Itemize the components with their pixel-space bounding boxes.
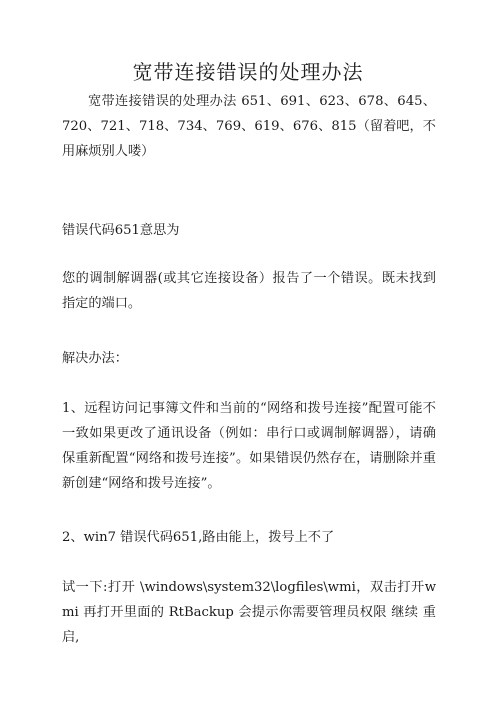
paragraph-solution-1: 1、远程访问记事簿文件和当前的“网络和拨号连接”配置可能不一致如果更改了通讯设备（例如：串行口或调制解调器），请确保重新配置“网络和拨号连接”。如果错误仍然存在，请删除并重新创建“网络和拨号连接”。 (62, 401, 436, 491)
paragraph-solution-2-steps: 试一下:打开 \windows\system32\logfiles\wmi，双击打开wmi 再打开里面的 RtBackup 会提示你需要管理员权限 继续 重启, (62, 580, 436, 645)
paragraph-solution-heading: 解决办法： (62, 351, 128, 366)
paragraph-error-description: 您的调制解调器(或其它连接设备）报告了一个错误。既未找到指定的端口。 (62, 271, 436, 311)
document-title: 宽带连接错误的处理办法 (132, 60, 364, 84)
paragraph-solution-2-heading: 2、win7 错误代码651,路由能上，拨号上不了 (62, 530, 335, 545)
intro-paragraph: 宽带连接错误的处理办法 651、691、623、678、645、720、721、718、734、769、619、676、815（留着吧，不用麻烦别人喽） (62, 94, 436, 159)
paragraph-error-651-heading: 错误代码651意思为 (62, 223, 180, 238)
